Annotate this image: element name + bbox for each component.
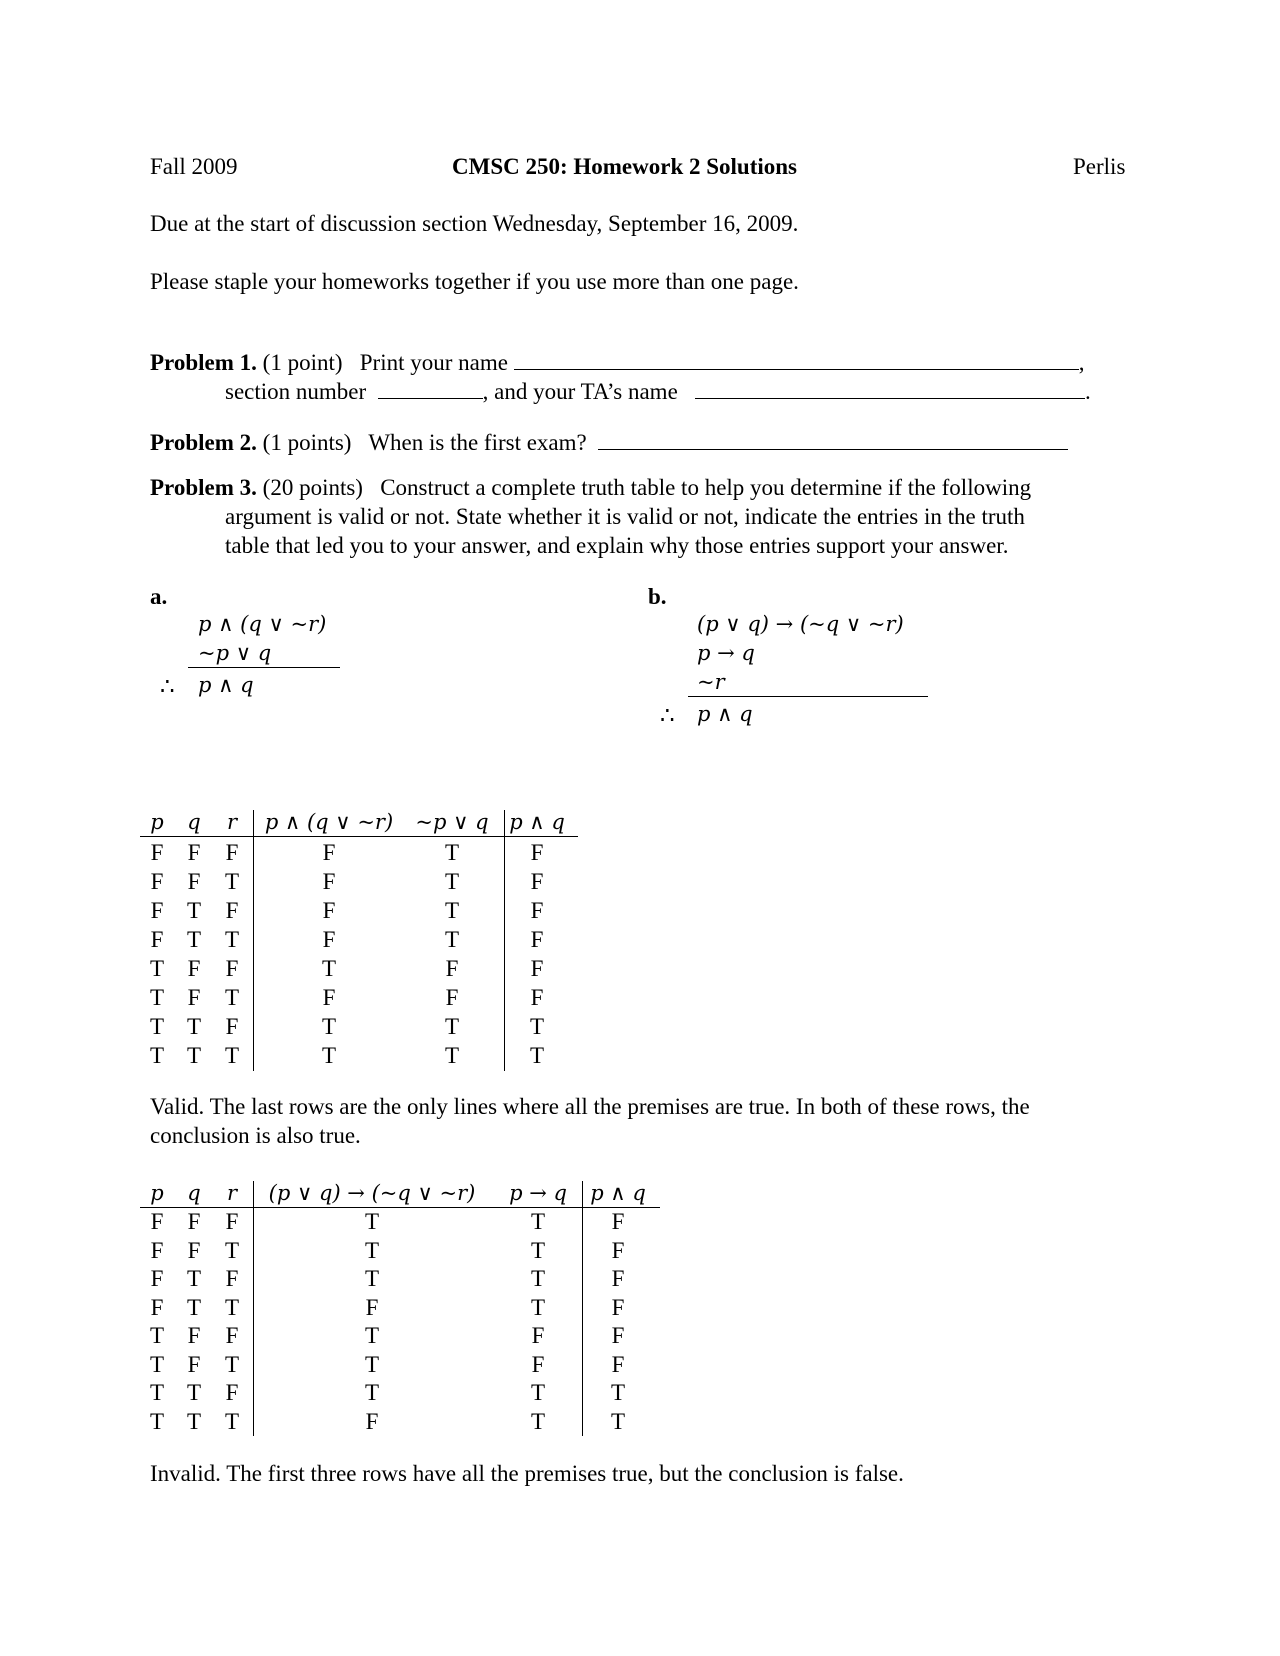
table-header-cell: r — [226, 1181, 238, 1205]
table-cell: F — [530, 840, 544, 865]
table-cell: F — [530, 869, 544, 894]
table-cell: T — [530, 1209, 546, 1234]
table-cell: T — [364, 1351, 380, 1377]
table-column-divider — [582, 1181, 583, 1436]
table-cell: F — [225, 1323, 239, 1348]
table-cell: F — [150, 1237, 164, 1263]
table-cell: T — [444, 840, 460, 865]
table-cell: T — [224, 869, 240, 894]
table-cell: T — [610, 1380, 626, 1405]
table-cell: F — [365, 1294, 379, 1320]
table-cell: F — [611, 1266, 625, 1291]
table-cell: T — [186, 1043, 202, 1068]
therefore-symbol: ∴ — [160, 674, 175, 699]
table-header-cell: p — [150, 810, 164, 834]
table-cell: T — [364, 1237, 380, 1263]
table-cell: F — [611, 1294, 625, 1320]
problem-1-name-prompt: Print your name — [359, 350, 508, 375]
table-cell: T — [321, 1043, 337, 1068]
table-cell: T — [149, 1323, 165, 1348]
exam-blank — [598, 427, 1068, 450]
problem-3-points: (20 points) — [262, 475, 363, 500]
table-cell: T — [529, 1043, 545, 1068]
table-cell: T — [530, 1237, 546, 1263]
table-cell: F — [187, 840, 201, 865]
problem-2-label: Problem 2. — [150, 430, 257, 455]
table-header-cell: q — [187, 1181, 201, 1205]
table-cell: T — [530, 1408, 546, 1434]
table-cell: F — [225, 840, 239, 865]
table-cell: T — [149, 985, 165, 1010]
table-column-divider — [253, 810, 254, 1071]
table-header-cell: (p ∨ q) → (~q ∨ ~r) — [268, 1181, 476, 1205]
table-cell: F — [150, 1266, 164, 1291]
table-cell: T — [364, 1380, 380, 1405]
table-cell: F — [150, 927, 164, 952]
table-cell: F — [322, 869, 336, 894]
table-cell: T — [529, 1014, 545, 1039]
ta-blank — [695, 376, 1085, 399]
table-cell: T — [364, 1266, 380, 1291]
table-cell: F — [187, 1209, 201, 1234]
table-cell: T — [444, 927, 460, 952]
table-cell: F — [611, 1323, 625, 1348]
problem-1-label: Problem 1. — [150, 350, 257, 375]
table-cell: T — [444, 1043, 460, 1068]
table-header-cell: p → q — [509, 1181, 567, 1205]
table-cell: T — [224, 1043, 240, 1068]
table-header-cell: p ∧ q — [509, 810, 565, 834]
table-cell: F — [225, 956, 239, 981]
table-cell: T — [224, 1237, 240, 1263]
table-cell: F — [187, 1351, 201, 1377]
table-cell: F — [530, 956, 544, 981]
argument-a-label: a. — [150, 584, 168, 609]
table-cell: F — [322, 898, 336, 923]
table-cell: T — [321, 956, 337, 981]
table-cell: F — [187, 869, 201, 894]
answer-a-line2: conclusion is also true. — [150, 1123, 361, 1148]
table-cell: T — [224, 927, 240, 952]
table-cell: F — [530, 985, 544, 1010]
table-cell: T — [149, 956, 165, 981]
table-cell: F — [225, 1014, 239, 1039]
table-cell: T — [364, 1209, 380, 1234]
table-cell: T — [186, 1294, 202, 1320]
table-cell: T — [610, 1408, 626, 1434]
table-cell: F — [225, 898, 239, 923]
problem-1: Problem 1. (1 point) Print your name , — [150, 347, 1084, 374]
argument-b-conclusion: p ∧ q — [697, 702, 753, 726]
argument-a-conclusion: p ∧ q — [198, 673, 254, 697]
table-cell: T — [321, 1014, 337, 1039]
problem-3-line1: Construct a complete truth table to help you determine if the following — [380, 475, 1032, 500]
table-cell: T — [149, 1014, 165, 1039]
table-cell: T — [444, 869, 460, 894]
table-cell: T — [444, 898, 460, 923]
header-instructor: Perlis — [1073, 154, 1126, 179]
table-cell: T — [530, 1294, 546, 1320]
table-header-cell: ~p ∨ q — [415, 810, 489, 834]
table-header-rule — [140, 836, 578, 837]
table-cell: T — [186, 927, 202, 952]
table-header-cell: p ∧ (q ∨ ~r) — [264, 810, 394, 834]
table-cell: T — [530, 1380, 546, 1405]
problem-2-prompt: When is the first exam? — [368, 430, 587, 455]
header-semester: Fall 2009 — [150, 154, 238, 179]
table-cell: F — [187, 1323, 201, 1348]
table-cell: T — [530, 1266, 546, 1291]
problem-2-points: (1 points) — [262, 430, 352, 455]
table-cell: F — [531, 1323, 545, 1348]
table-cell: T — [224, 1408, 240, 1434]
argument-b-premise-1: (p ∨ q) → (~q ∨ ~r) — [697, 612, 904, 636]
table-cell: F — [225, 1209, 239, 1234]
table-cell: F — [445, 985, 459, 1010]
due-line: Due at the start of discussion section Wednesday, September 16, 2009. — [150, 211, 799, 236]
table-cell: F — [530, 898, 544, 923]
table-cell: T — [149, 1351, 165, 1377]
argument-b-label: b. — [648, 584, 667, 609]
table-cell: F — [150, 840, 164, 865]
table-cell: F — [150, 898, 164, 923]
argument-a-premise-1: p ∧ (q ∨ ~r) — [198, 612, 327, 636]
table-cell: F — [530, 927, 544, 952]
problem-3-line3: table that led you to your answer, and explain why those entries support your answer. — [225, 533, 1009, 558]
staple-line: Please staple your homeworks together if you use more than one page. — [150, 269, 799, 294]
table-cell: F — [611, 1209, 625, 1234]
table-cell: F — [531, 1351, 545, 1377]
table-cell: T — [149, 1043, 165, 1068]
answer-b: Invalid. The first three rows have all the premises true, but the conclusion is false. — [150, 1461, 904, 1486]
table-cell: T — [149, 1380, 165, 1405]
table-cell: T — [186, 1266, 202, 1291]
table-cell: F — [187, 985, 201, 1010]
table-cell: T — [224, 1294, 240, 1320]
problem-3-label: Problem 3. — [150, 475, 257, 500]
page-title: CMSC 250: Homework 2 Solutions — [452, 154, 798, 179]
problem-1-ta-prompt: , and your TA’s name — [482, 379, 678, 404]
table-cell: F — [187, 1237, 201, 1263]
table-cell: T — [224, 985, 240, 1010]
table-cell: F — [611, 1237, 625, 1263]
table-cell: F — [611, 1351, 625, 1377]
problem-1-section-prompt: section number — [225, 379, 367, 404]
argument-b-premise-2: p → q — [697, 641, 755, 665]
table-cell: T — [186, 1014, 202, 1039]
table-cell: T — [224, 1351, 240, 1377]
argument-a-premise-2: ~p ∨ q — [198, 641, 272, 665]
therefore-symbol: ∴ — [660, 703, 675, 728]
table-cell: F — [365, 1408, 379, 1434]
table-header-cell: r — [226, 810, 238, 834]
table-cell: T — [149, 1408, 165, 1434]
problem-1-points: (1 point) — [262, 350, 343, 375]
table-header-cell: q — [187, 810, 201, 834]
table-column-divider — [504, 810, 505, 1071]
section-blank — [378, 376, 483, 399]
answer-a-line1: Valid. The last rows are the only lines where all the premises are true. In both of these rows, the — [150, 1094, 1030, 1119]
table-cell: F — [150, 1294, 164, 1320]
argument-a-rule — [188, 667, 340, 668]
table-cell: T — [186, 898, 202, 923]
problem-2 — [150, 427, 1068, 454]
problem-3 — [150, 476, 1031, 499]
table-cell: F — [225, 1266, 239, 1291]
table-cell: F — [322, 985, 336, 1010]
problem-3-line2: argument is valid or not. State whether it is valid or not, indicate the entries in the truth — [225, 504, 1025, 529]
table-cell: F — [150, 869, 164, 894]
argument-b-premise-3: ~r — [697, 670, 725, 694]
argument-b-rule — [688, 696, 928, 697]
table-cell: T — [444, 1014, 460, 1039]
name-blank — [514, 347, 1079, 370]
table-cell: F — [150, 1209, 164, 1234]
problem-1-line2: section number , and your TA’s name . — [225, 376, 1091, 403]
table-cell: T — [186, 1380, 202, 1405]
table-header-cell: p ∧ q — [590, 1181, 646, 1205]
table-cell: F — [187, 956, 201, 981]
table-cell: T — [364, 1323, 380, 1348]
table-cell: F — [445, 956, 459, 981]
table-cell: T — [186, 1408, 202, 1434]
table-cell: F — [225, 1380, 239, 1405]
table-header-cell: p — [150, 1181, 164, 1205]
table-cell: F — [322, 927, 336, 952]
table-column-divider — [253, 1181, 254, 1436]
table-cell: F — [322, 840, 336, 865]
